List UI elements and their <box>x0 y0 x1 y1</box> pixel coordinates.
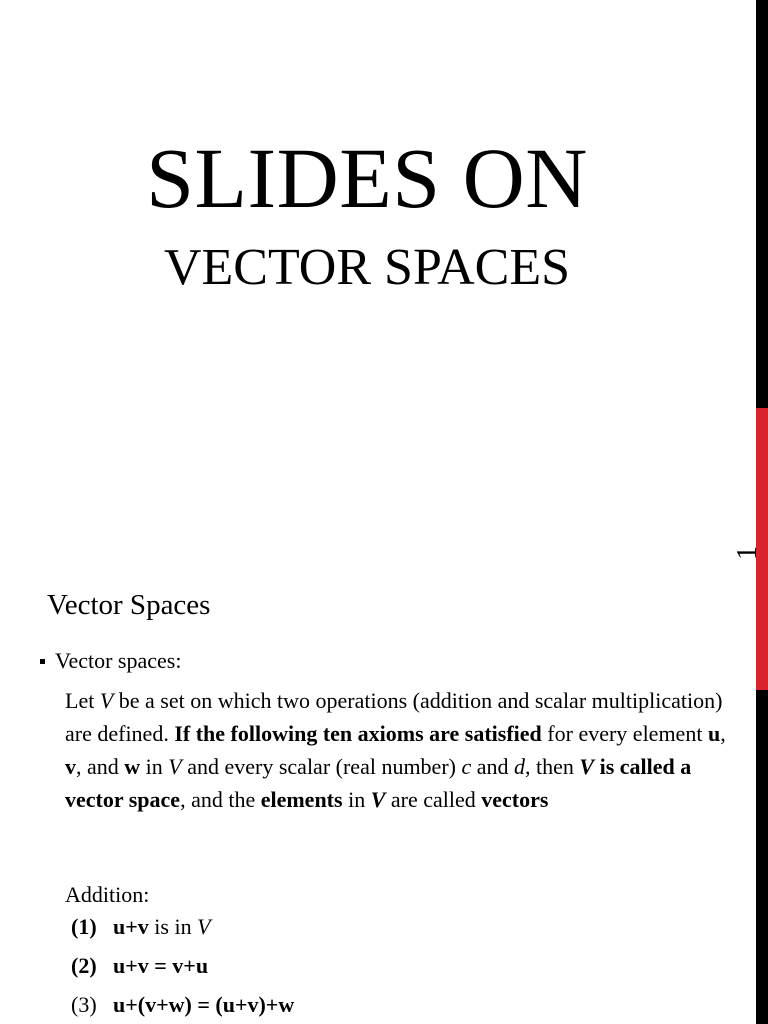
vector-symbol: v <box>65 754 76 779</box>
text-run: for every element <box>541 721 708 746</box>
axiom-item <box>71 910 211 943</box>
bold-italic-symbol: V <box>370 787 386 812</box>
italic-symbol: V <box>197 914 211 939</box>
italic-symbol: V <box>168 754 182 779</box>
content-slide <box>0 560 768 1024</box>
bold-italic-symbol: V <box>579 754 595 779</box>
vector-symbol: u <box>707 721 721 746</box>
axiom-number: (2) <box>71 953 97 978</box>
bullet-square-icon <box>40 659 45 664</box>
axiom-number: (3) <box>71 992 97 1017</box>
slide-heading: Vector Spaces <box>47 589 211 621</box>
bold-phrase: elements <box>260 787 343 812</box>
text-run: are called <box>385 787 482 812</box>
slide-edge-bar <box>756 0 768 408</box>
text-run: in <box>342 787 371 812</box>
bold-phrase: vectors <box>481 787 549 812</box>
bold-phrase: is called a vector space <box>65 754 692 812</box>
slide-edge-bar <box>756 690 768 1024</box>
axiom-item <box>71 949 208 982</box>
axiom-number: (1) <box>71 914 97 939</box>
definition-paragraph <box>65 684 741 816</box>
axiom-item <box>71 988 294 1021</box>
text-run: , and <box>76 754 125 779</box>
slide-title: SLIDES ON <box>146 130 588 226</box>
bullet-text: Vector spaces: <box>55 648 182 673</box>
italic-symbol: V <box>99 688 114 713</box>
text-run: Let <box>65 688 100 713</box>
addition-label: Addition: <box>65 882 150 907</box>
text-run: , <box>720 721 726 746</box>
italic-symbol: c <box>461 754 472 779</box>
slide-subtitle: VECTOR SPACES <box>163 239 571 296</box>
text-run: and <box>471 754 515 779</box>
text-run: , then <box>525 754 580 779</box>
axiom-expression: u+(v+w) = (u+v)+w <box>113 992 295 1017</box>
italic-symbol: d <box>514 754 526 779</box>
axiom-expression: u+v = v+u <box>113 953 209 978</box>
axiom-expression: u+v <box>113 914 149 939</box>
text-run: in <box>140 754 169 779</box>
text-run: , and the <box>180 787 261 812</box>
axiom-text: is in <box>148 914 198 939</box>
text-run: and every scalar (real number) <box>181 754 462 779</box>
slide-accent-bar <box>756 560 768 690</box>
page-number: 1 <box>732 546 763 560</box>
text-run: be a set on which two operations (addition and scalar multiplication) are defined. <box>65 688 723 746</box>
bullet-item <box>40 644 181 678</box>
vector-symbol: w <box>124 754 141 779</box>
bold-phrase: If the following ten axioms are satisfied <box>174 721 542 746</box>
